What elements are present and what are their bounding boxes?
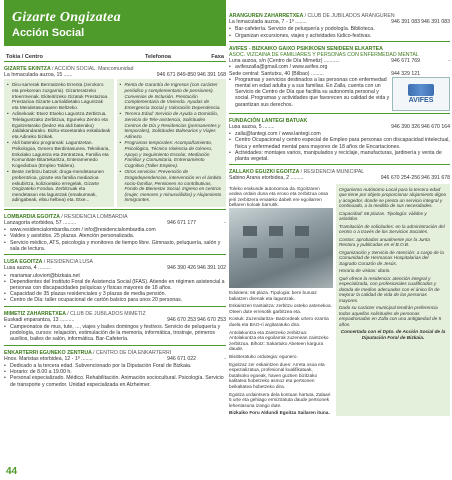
services-box [4,79,226,206]
paragraph: Toleko erakunde autonomoa da. Egoitzaren xedea ordain duna eta eroso eta zerbitzua ossa jeiri zerbitzera emateko dabelt ere egoilarren bellaren koloak barrutik. [229,185,329,208]
entry-fax: 946 670 164 [421,124,450,131]
paragraph: Edukiera: 66 plaza. Tipologia: bere buruaz baliatzen direnak eta laguntzak. [229,290,317,301]
entry-title: MIMETIZ ZAHARRETXEA [4,310,66,317]
entry-phone: 946 390 426 [167,265,196,272]
entry-type: / RESIDENCIA LOMBARDIA [61,213,128,220]
entry-title: LOMBARDIA EGOITZA [4,213,60,220]
entry-phone: 946 671 177 [167,220,196,227]
list-item: • Programas temporales: Acompañamiento, Psicológico, Técnico Violencia de Género, Apoyo y Seguimiento Escolar, Mediación Familiar y Comunitaria, Entrenamiento Cognitivo (Taller Empleo). [119,140,213,168]
list-item: • Dedicado a la tercera edad. Subvencionado por la Diputación Foral de Bizkaia. [4,362,192,369]
list-item: • Campeonatos de mus, tute, ..., viajes y bailes domingos y festivos. Servicio de peluquería y podología, cursos: relajación, estimulación de la memoria, informática, trostraje, primeros auxilios, bailes de salón, informática. Bar-Cafetería. [4,323,221,343]
paragraph: Organismo Autónomo Local para la tercera edad que tiene por objeto proporcionar alojamiento digno y acogedor, donde se presta un servicio integral y continuado, a la medida de sus necesidades. [339,186,447,209]
list-item: • Organizan excursiones, viajes y actividades lúdico-festivas. [229,32,372,39]
entry-address: Sabino Arana etorbidea, 2 ......... [229,175,304,182]
entry-title: ENKARTERRI EGUNEKO ZENTRUA [4,349,92,356]
list-item: • mariamar.uloviort@bizkaia.net [4,272,80,279]
list-item: • Horario: de 8.00 a 19.00 h. [4,369,72,376]
list-item: • Servicio médico, ATS, psicología y monitores de tiempo libre. Gimnasio, peluquería, salón y sala de lectura. [4,239,221,252]
paragraph: Kostuk: Zuzendaritza- Batzordeak urtero ezarria duela eta BAO-ri argitaratuko dira. [229,316,329,327]
residence-spanish-box [336,184,450,416]
list-item: • Personal especializado. Médico. Rehabilitación. Animación sociocultural. Psicología. Servicio de transporte y comedor. Unidad especializada en Alzheimer. [4,375,224,388]
entry-lantegi [229,118,450,162]
paragraph: Bisititeratuko ordutegia: egunero. [229,353,298,359]
page-number: 44 [6,466,18,477]
list-item: • Diru-sarrerak Bermatzeko Errenta (zerokoro eta prekorean zuzgarria). Gizarteratzeko Irteerrmenak. Ekiteitrizeko Gizatuk Prestazioa. Prestazioa Gizarte Larrialdietako Laguntzak eta Mendetasunaaren Beltzeko. [7,82,109,110]
list-item: • Adinekoak: Etxez Etxeko Laguntza Zerbitzua, Telelaguntzako Zerbitzua, Eguneko Zentro eta Egoitzetarako (bedez eta aldi baterako) Jaldakandarako. Bizitu-etxeetarako eskabideak eta Adineko bizikak. [7,111,111,139]
paragraph: Horario de visitas: diario. [339,268,391,274]
entry-title: AVIFES - BIZKAIKO GAIXO PSIKIKOEN SENIDEEN ELKARTEA [229,45,383,52]
avifes-logo [392,77,450,111]
divider [4,345,226,346]
entry-fax: - [224,355,226,362]
divider [4,306,226,307]
entry-phone: 946 670 253 [167,316,196,323]
entry-address: Lusa auzoa, 5 ........ [229,124,275,131]
entry-fax: 946 391 678 [421,175,450,182]
entry-phone: 946 671 769 [391,58,420,65]
entry-phone: 946 671 022 [167,355,196,362]
col-header-centro: Tokia / Centro [6,54,43,60]
entry-fax: - [448,58,450,65]
list-item: • Bar-cafetería. Servicio de peluquería y podología. Biblioteca. [229,26,375,33]
list-item: • Programas y servicios destinados a las personas con enfermedad mental en edad adulta y a sus familias. En Zalla, cuenta con un Servicio de Centro de Día que facilita su autonomía personal y social. Programas y actividades que favorecen su calidad de vida y garantizan sus derechos. [229,76,390,108]
entry-lusa [4,259,226,303]
paragraph: Eskaintzen trantiaitza: zerbitzu osteko astenekoa. Oteen dute erresotik garbitzea eta. [229,303,332,314]
entry-eguzki-egoitza [229,169,450,416]
col-header-telefono: Telefonoa [145,54,172,60]
entry-avifes [229,46,450,111]
list-item: • Dependientes del Instituto Foral de Asistencia Social (IFAS). Atiende en régimen asistencial a personas con discapacidades psíquicas y físicas mayores de 18 años. [4,278,225,291]
right-column [229,0,450,480]
entry-fax: 946 391 083 [421,19,450,26]
left-column [4,0,226,480]
divider [4,209,226,210]
list-item: • Otros servicios: Prevención de Drogodependencias, intervención en el ámbito socio-familiar, Pensiones no contributivas, Fondo de Bienestar Social, Ingreso en centros (mujer, menores y minusválidos) y Alojamiento Inmigrantes. [119,169,222,203]
entry-phone: 946 671 849-850 [156,72,196,79]
entry-address: La Inmaculada auzoa, 15 ...... [4,72,73,79]
divider [229,41,450,42]
paragraph: Dado su carácter municipal tendrán preferencia todas aquellas solicitudes de personas empadronadas en Zalla con una antigüedad de 5 años. [339,305,442,327]
entry-address: Euskadi enparantza, 13 .......... [4,316,75,323]
divider [229,113,450,114]
entry-type: ASOC. VIZCAINA DE FAMILIARES Y PERSONAS CON ENFERMEDAD MENTAL [229,52,419,59]
entry-fax: 946 391 168 [197,72,226,79]
paragraph: Costos: aprobadas anualmente por la Junta Rectora y publicadas en el B.O.B. [339,236,430,248]
entry-fax: - [224,220,226,227]
list-item: • Actividades: montajes varios, manipulados y reciclaje, manufacturas, jardinería y venta de planta vegetal. [229,149,442,163]
section-title: Gizarte Ongizatea [12,10,121,25]
entry-phone: 946 390 326 [391,124,420,131]
divider [4,254,226,255]
services-basque [4,79,114,206]
table-header [4,46,226,62]
entry-type: / RESIDENCIA MUNICIPAL [300,169,365,176]
entry-fax: 946 670 253 [197,316,226,323]
paragraph: Antolakuntza eta Zaintzeko zerbitzua: Antolakuntza eta egoilarrak zuzenean zaintzeko zerbitzua. Bihotz: Sakartuko Abeteen kargura daude. [229,329,329,352]
entry-title: ZALLAKO EGUZKI EGOITZA [229,169,300,176]
list-item: • Centro Ocupacional y centro especial de Empleo para personas con discapacidad intelectual, física y enfermedad mental para mayores de 18 años de Encartaciones. [229,137,450,150]
entry-gizarte-ekintza [4,66,226,207]
paragraph: Organización y Servicio de Atención: a cargo de la Comunidad de Hermanas Hospitalarias del Sagrado Corazón de Jesús. [339,249,444,266]
list-item: • Renta de Garantía de Ingresos (con carácter periódico y complementario de pensiones). Convenios de Inclusión. Prestación Complementaria de Vivienda. Ayudas de Emergencia Social y Valoración Dependencia. [119,82,221,110]
entry-type: / RESIDENCIA LUSA [43,259,93,266]
list-item: • Beste zerbitzu batzuk: droga-mendetasunen prebentzioa, gizarte eta familia mediazioa eskubirtza, kolizioetako erregelak, Gizarte Ongizateko Fondoa. Zerbitzuak eta mendetasun eta laguntzak (emakumeak, adingabeak, eltsu helbea) eta. Etxe... [7,169,104,203]
entry-address: Hnos. Maristas etorbidea, 12 - 1º ........ [4,355,93,362]
paragraph: Egoitzaz zer eskaintzen duen: Arreta osoa eta espezializatua, profesional kualifikatuak, butalsoko egoeak, haven guztien bizitzako kalitatea hobetzeko asmoz eta pertsonen beikaltatea hobetzeko dira. [229,361,325,389]
col-header-fax: Faxa [211,54,224,60]
list-item: • avifeszalla@gmail.com / www.avifes.org [229,64,328,71]
paragraph: Capacidad: 66 plazas. Tipología: válidos y asistidos. [339,210,427,222]
entry-title: FUNDACIÓN LANTEGI BATUAK [229,117,308,124]
entry-type: / ACCIÓN SOCIAL. Mancomunidad [51,66,134,72]
services-spanish [117,79,227,206]
entry-fax: 946 391 102 [197,265,226,272]
entry-lombardia [4,214,226,252]
entry-address: Luna auzoa, s/n (Centro de Día Mimetiz) ........... [229,58,340,65]
entry-phone-2: 944 329 121 [391,70,420,77]
list-item: • Tercera Edad: Servicio de Ayuda a Domicilio, Servicio de Tele-asistencia, Solicitudes Centros de Día y Residencias (permanentes y temporales), Solicitudes Balnearios y Viajes Adinezo. [119,111,221,139]
entry-type: / CLUB DE JUBILADOS ARANGUREN [304,13,395,19]
entry-address: Lusa auzoa, 4 ......... [4,265,52,272]
list-item: • Aldi baterako programak: Laguntzetan. Psikologoa, Genero Berdintasunea. Teknikaria, Eskolako Laguntza eta Zentratzea, Familia eta Komunitate Bitartekaritza, Enteramenedo Kogedioboa (Empleo Taldera). [7,140,110,168]
entry-phone: 946 670 254-256 [380,175,420,182]
logo-text: AVIFES [408,96,434,104]
section-header [4,0,226,46]
footnote: Concertada con el Dpto. de Acción Social de la Diputación Foral de Bizkaia. [340,329,446,340]
entry-title: GIZARTE EKINTZA [4,66,51,72]
entry-mimetiz [4,311,226,343]
entry-phone: 946 391 083 [391,19,420,26]
entry-enkarterri [4,350,226,388]
logo-mark-icon [408,84,434,96]
paragraph: Egoitza urdaintsera dela kontuan hartuta, Zalaari 5 urte eta gehiago ermiztratuta daude pertsonek lehentasuna izango dute. [229,391,331,408]
entry-title: LUSA EGOITZA [4,259,43,266]
residence-photo [229,208,333,288]
entry-address: La Inmaculada auzoa, 7 - 1º ........ [229,19,307,26]
list-item: • zalla@lantegi.com / www.lantegi.com [229,131,321,138]
entry-address-2: Sede central: Santutxu, 40 (Bilbao) ......... [229,70,324,77]
residence-basque-text [229,184,333,416]
section-subtitle: Acción Social [12,27,85,39]
entry-title: ARANGUREN ZAHARRETXEA [229,13,304,19]
entry-aranguren [229,13,450,39]
paragraph: Qué ofrece la residencia: atención integral y especializada, con profesionales cualificados y dotada de medios adecuados con el único fin de mejorar la calidad de vida de las personas mayores. [339,275,440,303]
list-item: • www.residencialombardia.com / info@residencialombardia.com [4,227,156,234]
list-item: • Centro de Día: taller ocupacional de cartón balsico para unos 20 personas. [4,297,183,304]
paragraph: Bizkaiko Foru Aldundi Egoitza Sailaren ituna. [229,410,330,416]
entry-address: Lanzagorta etorbidea, 57 ......... [4,220,77,227]
entry-type: / CENTRO DE DÍA ENKARTERRI [93,349,172,356]
list-item: • Valdes y asistidos. 25 plazas. Atención personalizada. [4,233,135,240]
list-item: • Capacidad de 35 plazas residenciales y 3 plazas de media pensión. [4,291,167,298]
entry-type: / CLUB DE JUBILADOS MIMETIZ [67,310,146,317]
paragraph: Tramitación de solicitudes: en la administración del centro o a través de los Servicios Sociales. [339,223,445,235]
divider [229,164,450,165]
